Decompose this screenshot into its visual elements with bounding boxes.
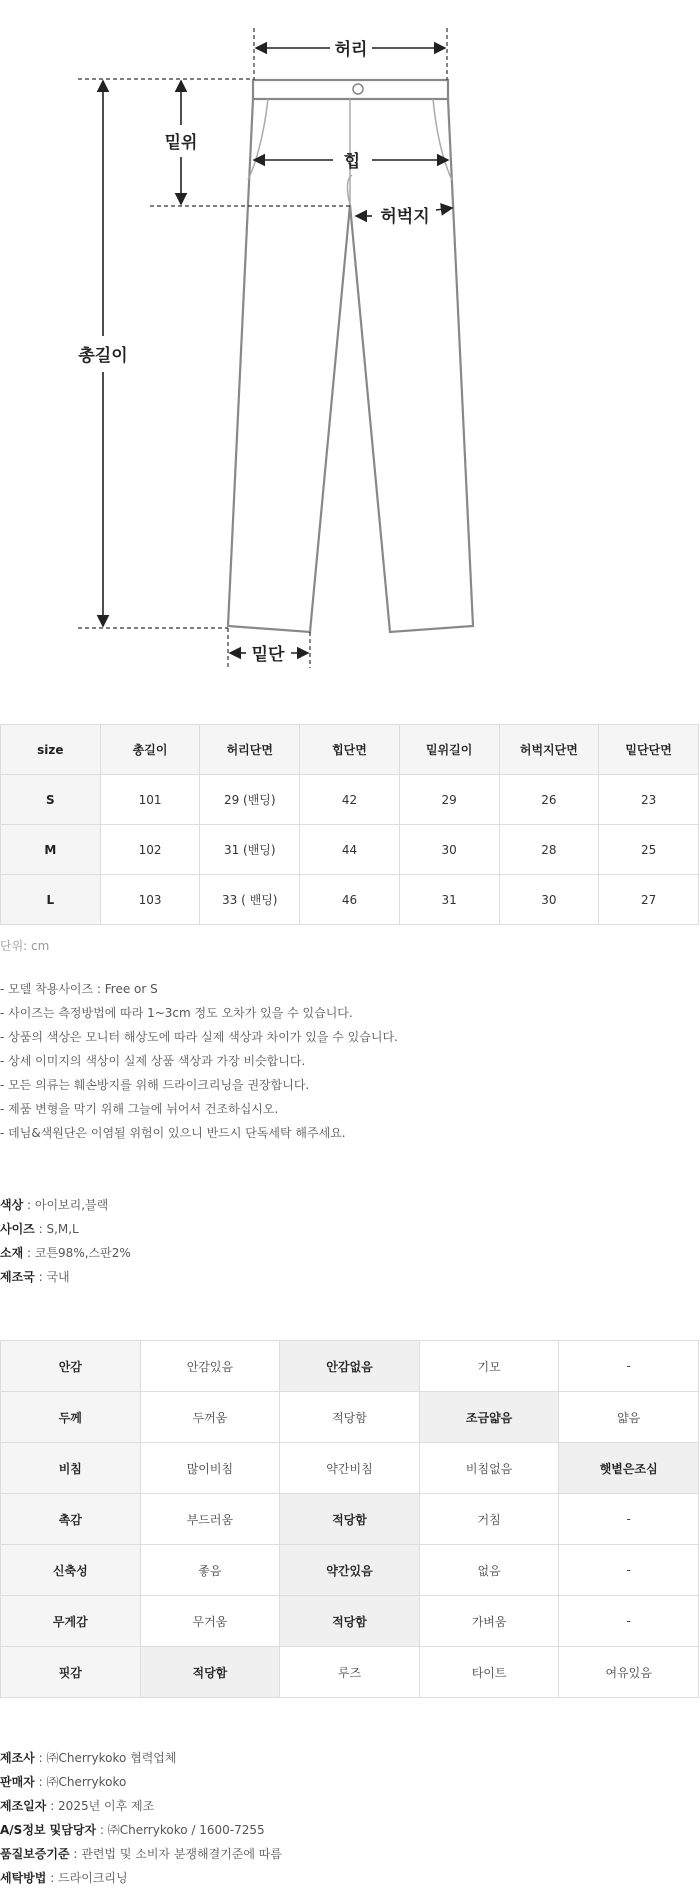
table-cell: 31 [399, 875, 499, 925]
attribute-option: 약간비침 [280, 1443, 420, 1494]
maker-key: A/S정보 및담당자 [0, 1823, 97, 1837]
fabric-attribute-table [0, 1340, 699, 1698]
table-cell: 33 ( 밴딩) [200, 875, 300, 925]
attribute-name: 비침 [1, 1443, 141, 1494]
attribute-option-selected: 적당함 [280, 1494, 420, 1545]
waist-label: 허리 [334, 40, 368, 60]
pants-measurement-diagram [0, 0, 700, 690]
attribute-name: 무게감 [1, 1596, 141, 1647]
table-cell: 29 [399, 775, 499, 825]
attribute-row [1, 1596, 699, 1647]
attribute-option-selected: 약간있음 [280, 1545, 420, 1596]
attribute-option-selected: 안감없음 [280, 1341, 420, 1392]
attribute-option: - [559, 1596, 699, 1647]
care-notes [0, 977, 398, 1145]
spec-key: 사이즈 [0, 1222, 35, 1236]
attribute-option: 적당함 [280, 1392, 420, 1443]
attribute-row [1, 1647, 699, 1698]
header-cell: 힙단면 [300, 725, 400, 775]
maker-value: : ㈜Cherrykoko 협력업체 [34, 1751, 177, 1765]
attribute-option-selected: 조금얇음 [419, 1392, 559, 1443]
attribute-option: 많이비침 [140, 1443, 280, 1494]
table-cell: 31 (밴딩) [200, 825, 300, 875]
maker-key: 제조사 [0, 1751, 35, 1765]
table-row [1, 875, 699, 925]
attribute-option: - [559, 1341, 699, 1392]
table-row [1, 825, 699, 875]
size-table [0, 724, 699, 925]
attribute-name: 신축성 [1, 1545, 141, 1596]
table-cell: 26 [499, 775, 599, 825]
maker-key: 판매자 [0, 1775, 35, 1789]
attribute-row [1, 1545, 699, 1596]
attribute-option: 무거움 [140, 1596, 280, 1647]
maker-line [0, 1842, 282, 1866]
note-line: - 사이즈는 측정방법에 따라 1~3cm 정도 오차가 있을 수 있습니다. [0, 1006, 353, 1020]
maker-line [0, 1818, 282, 1842]
table-cell: 27 [599, 875, 699, 925]
total-length-label: 총길이 [78, 346, 128, 366]
note-line: - 상품의 색상은 모니터 해상도에 따라 실제 색상과 차이가 있을 수 있습니다. [0, 1030, 398, 1044]
maker-line [0, 1746, 282, 1770]
spec-line [0, 1241, 131, 1265]
spec-line [0, 1265, 131, 1289]
spec-value: : 국내 [34, 1270, 70, 1284]
attribute-option: - [559, 1545, 699, 1596]
header-cell: size [1, 725, 101, 775]
attribute-option: 좋음 [140, 1545, 280, 1596]
table-cell: 101 [100, 775, 200, 825]
attribute-name: 촉감 [1, 1494, 141, 1545]
header-cell: 밑위길이 [399, 725, 499, 775]
attribute-option: 부드러움 [140, 1494, 280, 1545]
attribute-option: 타이트 [419, 1647, 559, 1698]
table-cell: 42 [300, 775, 400, 825]
table-cell: 25 [599, 825, 699, 875]
spec-key: 제조국 [0, 1270, 35, 1284]
note-line: - 모델 착용사이즈 : Free or S [0, 982, 158, 996]
unit-note: 단위: cm [0, 939, 50, 953]
attribute-option-selected: 적당함 [280, 1596, 420, 1647]
header-cell: 허리단면 [200, 725, 300, 775]
spec-key: 소재 [0, 1246, 24, 1260]
size-cell: M [1, 825, 101, 875]
guide-lines [78, 28, 447, 668]
attribute-name: 안감 [1, 1341, 141, 1392]
spec-value: : 코튼98%,스판2% [23, 1246, 131, 1260]
table-cell: 102 [100, 825, 200, 875]
attribute-row [1, 1341, 699, 1392]
spec-value: : 아이보리,블랙 [23, 1198, 109, 1212]
size-cell: L [1, 875, 101, 925]
maker-value: : 관련법 및 소비자 분쟁해결기준에 따름 [69, 1847, 282, 1861]
table-cell: 44 [300, 825, 400, 875]
attribute-option: 없음 [419, 1545, 559, 1596]
table-cell: 30 [499, 875, 599, 925]
header-cell: 총길이 [100, 725, 200, 775]
manufacturer-info [0, 1746, 282, 1890]
attribute-option: 비침없음 [419, 1443, 559, 1494]
maker-key: 품질보증기준 [0, 1847, 70, 1861]
note-line: - 제품 변형을 막기 위해 그늘에 뉘어서 건조하십시오. [0, 1102, 279, 1116]
hip-label: 힙 [343, 152, 361, 172]
attribute-name: 핏감 [1, 1647, 141, 1698]
attribute-name: 두께 [1, 1392, 141, 1443]
table-cell: 23 [599, 775, 699, 825]
attribute-option-selected: 햇볕은조심 [559, 1443, 699, 1494]
measurement-arrows [103, 48, 452, 653]
maker-value: : ㈜Cherrykoko [34, 1775, 127, 1789]
table-cell: 103 [100, 875, 200, 925]
maker-key: 제조일자 [0, 1799, 47, 1813]
attribute-option: - [559, 1494, 699, 1545]
size-cell: S [1, 775, 101, 825]
attribute-option: 가벼움 [419, 1596, 559, 1647]
spec-line [0, 1193, 131, 1217]
attribute-option: 여유있음 [559, 1647, 699, 1698]
attribute-option: 얇음 [559, 1392, 699, 1443]
table-cell: 28 [499, 825, 599, 875]
maker-key: 세탁방법 [0, 1871, 47, 1885]
note-line: - 상세 이미지의 색상이 실제 상품 색상과 가장 비슷합니다. [0, 1054, 306, 1068]
thigh-label: 허벅지 [380, 207, 430, 227]
maker-value: : 드라이크리닝 [46, 1871, 128, 1885]
spec-key: 색상 [0, 1198, 24, 1212]
header-cell: 밑단단면 [599, 725, 699, 775]
table-cell: 30 [399, 825, 499, 875]
table-cell: 46 [300, 875, 400, 925]
header-cell: 허벅지단면 [499, 725, 599, 775]
product-spec [0, 1193, 131, 1289]
attribute-option-selected: 적당함 [140, 1647, 280, 1698]
attribute-row [1, 1443, 699, 1494]
attribute-option: 안감있음 [140, 1341, 280, 1392]
attribute-row [1, 1392, 699, 1443]
rise-label: 밑위 [164, 133, 198, 153]
note-line: - 모든 의류는 훼손방지를 위해 드라이크리닝을 권장합니다. [0, 1078, 310, 1092]
table-row [1, 775, 699, 825]
note-line: - 데님&색원단은 이염될 위험이 있으니 반드시 단독세탁 해주세요. [0, 1126, 346, 1140]
spec-value: : S,M,L [34, 1222, 79, 1236]
attribute-option: 거침 [419, 1494, 559, 1545]
attribute-option: 기모 [419, 1341, 559, 1392]
attribute-option: 루즈 [280, 1647, 420, 1698]
maker-line [0, 1794, 282, 1818]
maker-line [0, 1770, 282, 1794]
maker-value: : ㈜Cherrykoko / 1600-7255 [96, 1823, 265, 1837]
attribute-row [1, 1494, 699, 1545]
attribute-option: 두꺼움 [140, 1392, 280, 1443]
pants-illustration [0, 0, 700, 690]
table-cell: 29 (밴딩) [200, 775, 300, 825]
size-table-header [1, 725, 699, 775]
spec-line [0, 1217, 131, 1241]
maker-line [0, 1866, 282, 1890]
hem-label: 밑단 [251, 645, 285, 665]
maker-value: : 2025년 이후 제조 [46, 1799, 155, 1813]
